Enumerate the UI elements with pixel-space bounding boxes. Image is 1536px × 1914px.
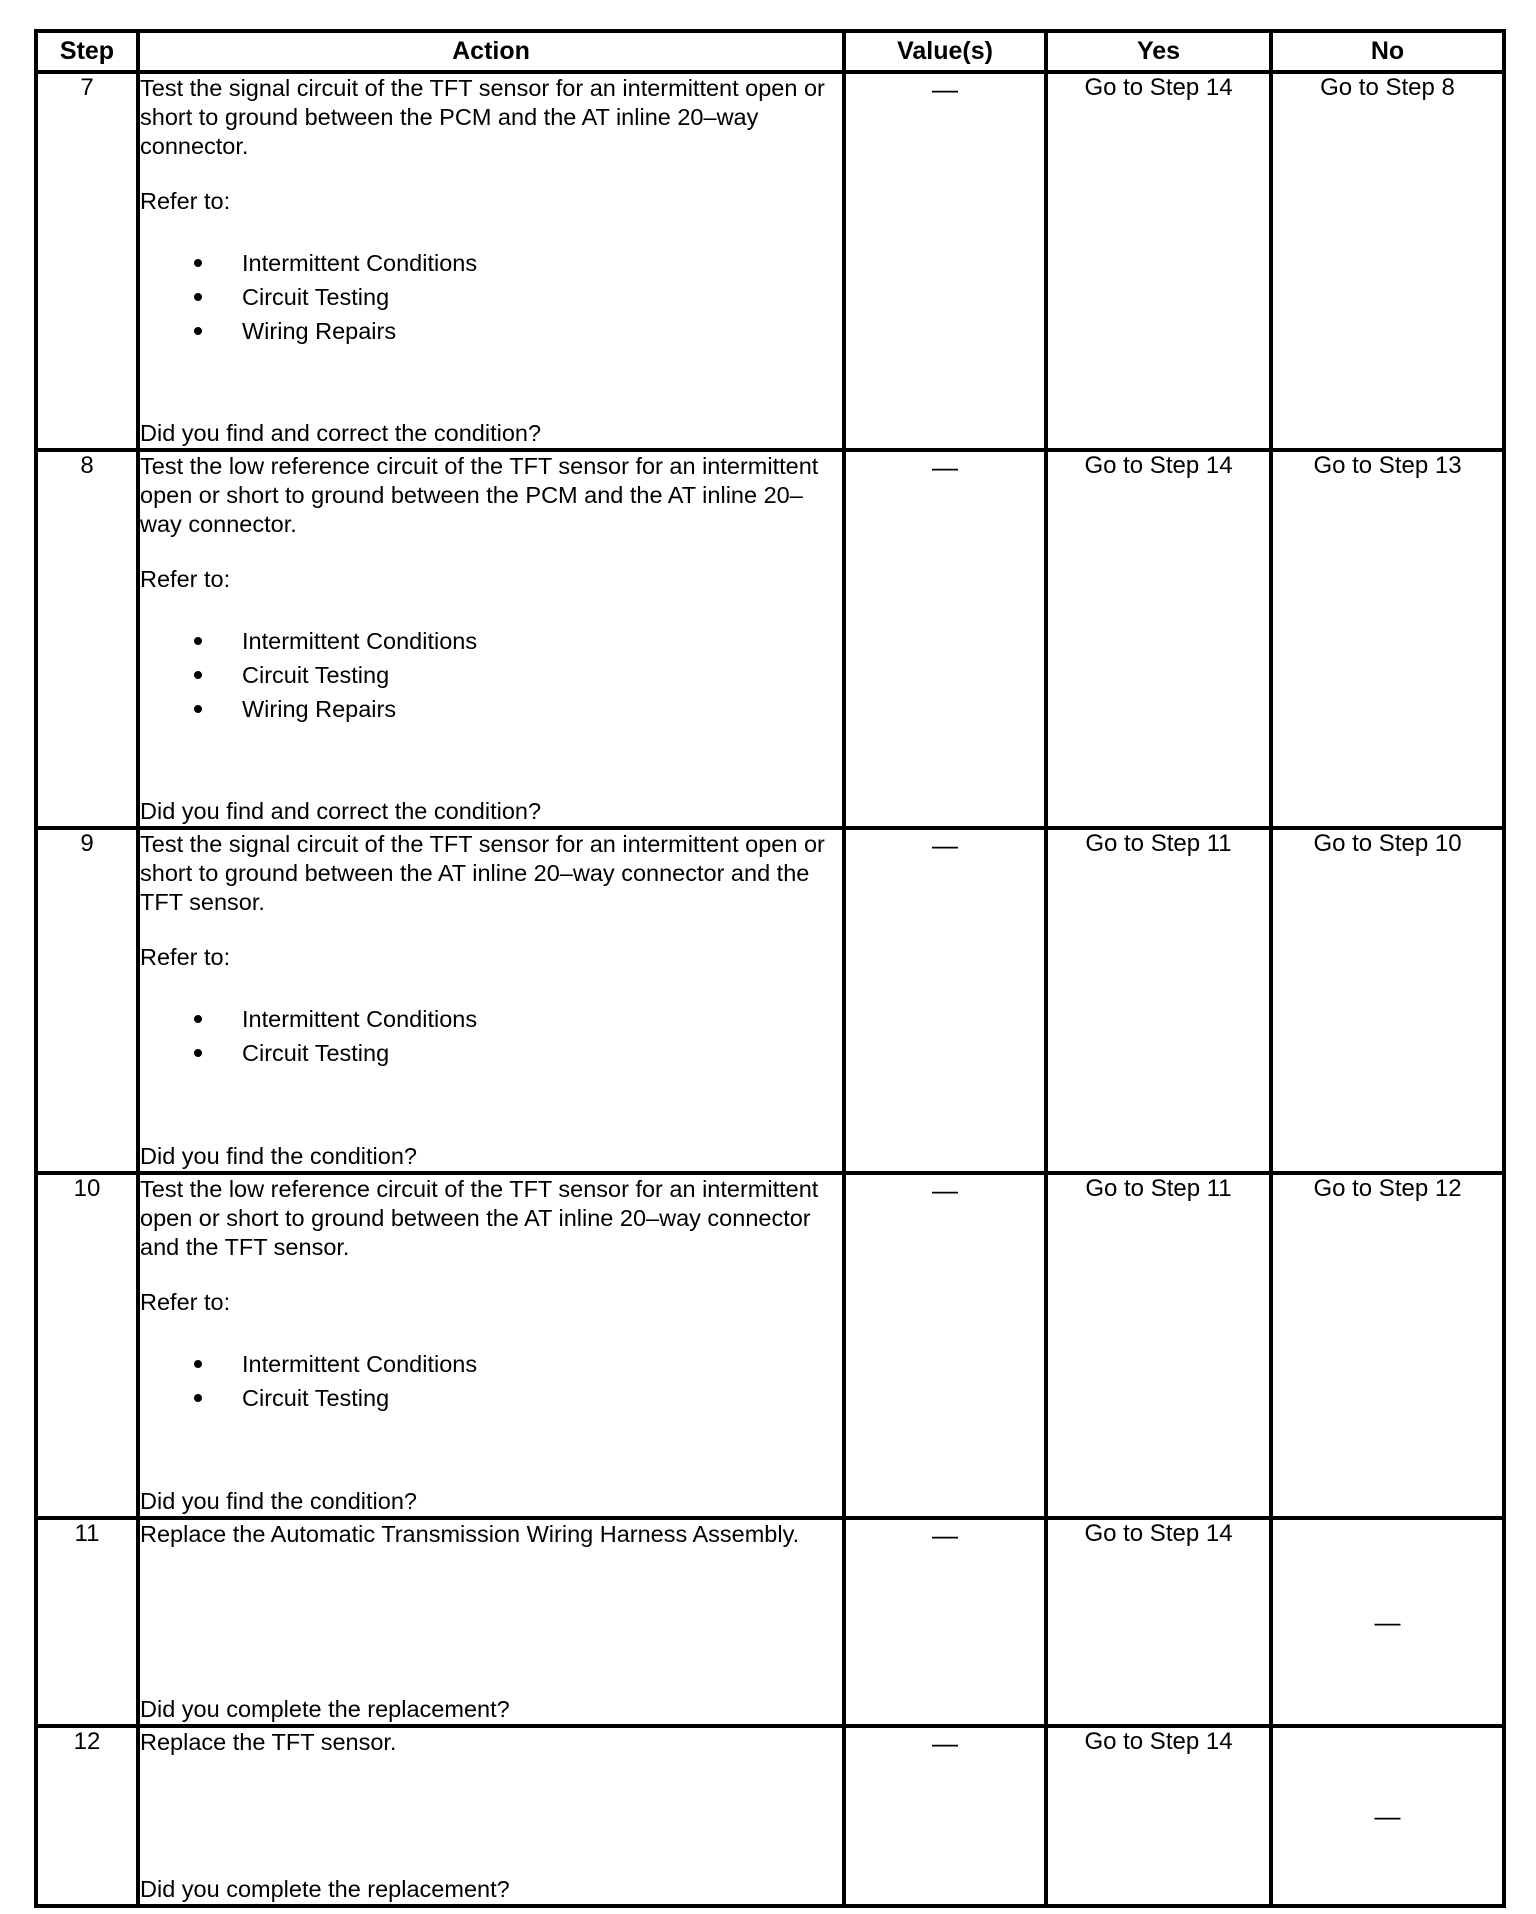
refer-label: Refer to: xyxy=(140,944,231,970)
table-row xyxy=(36,1726,1504,1906)
header-yes: Yes xyxy=(1046,31,1271,72)
yes-cell: Go to Step 14 xyxy=(1046,1518,1271,1726)
question-text: Did you find and correct the condition? xyxy=(140,798,542,824)
reference-list xyxy=(140,1002,842,1070)
header-no: No xyxy=(1271,31,1504,72)
reference-item: Wiring Repairs xyxy=(140,314,842,348)
action-text: Test the signal circuit of the TFT sensor for an intermittent open or short to ground between the AT inline 20–way connector and the TFT sensor. xyxy=(140,831,825,915)
table-row xyxy=(36,450,1504,828)
no-cell: Go to Step 10 xyxy=(1271,828,1504,1173)
question-text: Did you complete the replacement? xyxy=(140,1876,510,1902)
action-text: Test the low reference circuit of the TFT sensor for an intermittent open or short to ground between the AT inline 20–way connector and the TFT sensor. xyxy=(140,1176,819,1260)
value-cell: — xyxy=(844,72,1046,450)
yes-cell: Go to Step 14 xyxy=(1046,72,1271,450)
question-text: Did you find the condition? xyxy=(140,1143,417,1169)
header-row xyxy=(36,31,1504,72)
reference-item: Intermittent Conditions xyxy=(140,1347,842,1381)
step-number: 7 xyxy=(36,72,138,450)
table-row xyxy=(36,828,1504,1173)
reference-item: Circuit Testing xyxy=(140,1381,842,1415)
step-number: 11 xyxy=(36,1518,138,1726)
question-text: Did you find and correct the condition? xyxy=(140,420,542,446)
reference-item: Circuit Testing xyxy=(140,1036,842,1070)
action-cell xyxy=(138,72,844,450)
reference-item: Intermittent Conditions xyxy=(140,624,842,658)
reference-item: Circuit Testing xyxy=(140,658,842,692)
reference-item: Wiring Repairs xyxy=(140,692,842,726)
value-cell: — xyxy=(844,1518,1046,1726)
step-number: 9 xyxy=(36,828,138,1173)
value-cell: — xyxy=(844,828,1046,1173)
header-step: Step xyxy=(36,31,138,72)
header-action: Action xyxy=(138,31,844,72)
yes-cell: Go to Step 14 xyxy=(1046,1726,1271,1906)
table-row xyxy=(36,72,1504,450)
header-values: Value(s) xyxy=(844,31,1046,72)
reference-list xyxy=(140,1347,842,1415)
diagnostic-table xyxy=(34,29,1506,1908)
yes-cell: Go to Step 11 xyxy=(1046,828,1271,1173)
refer-label: Refer to: xyxy=(140,188,231,214)
reference-item: Circuit Testing xyxy=(140,280,842,314)
no-cell: Go to Step 12 xyxy=(1271,1173,1504,1518)
step-number: 12 xyxy=(36,1726,138,1906)
action-text: Test the signal circuit of the TFT sensor for an intermittent open or short to ground between the PCM and the AT inline 20–way connector. xyxy=(140,75,825,159)
refer-label: Refer to: xyxy=(140,1289,231,1315)
value-cell: — xyxy=(844,1173,1046,1518)
step-number: 8 xyxy=(36,450,138,828)
action-text: Replace the Automatic Transmission Wiring Harness Assembly. xyxy=(140,1521,800,1547)
question-text: Did you find the condition? xyxy=(140,1488,417,1514)
no-cell: Go to Step 13 xyxy=(1271,450,1504,828)
action-cell xyxy=(138,828,844,1173)
value-cell: — xyxy=(844,1726,1046,1906)
no-cell: — xyxy=(1271,1518,1504,1726)
action-text: Test the low reference circuit of the TFT sensor for an intermittent open or short to ground between the PCM and the AT inline 20–way connector. xyxy=(140,453,819,537)
reference-item: Intermittent Conditions xyxy=(140,246,842,280)
step-number: 10 xyxy=(36,1173,138,1518)
value-cell: — xyxy=(844,450,1046,828)
reference-item: Intermittent Conditions xyxy=(140,1002,842,1036)
table-row xyxy=(36,1518,1504,1726)
no-cell: Go to Step 8 xyxy=(1271,72,1504,450)
refer-label: Refer to: xyxy=(140,566,231,592)
action-cell xyxy=(138,1518,844,1726)
action-cell xyxy=(138,1726,844,1906)
question-text: Did you complete the replacement? xyxy=(140,1696,510,1722)
action-text: Replace the TFT sensor. xyxy=(140,1729,397,1755)
table-row xyxy=(36,1173,1504,1518)
reference-list xyxy=(140,246,842,348)
yes-cell: Go to Step 14 xyxy=(1046,450,1271,828)
no-cell: — xyxy=(1271,1726,1504,1906)
action-cell xyxy=(138,450,844,828)
reference-list xyxy=(140,624,842,726)
action-cell xyxy=(138,1173,844,1518)
yes-cell: Go to Step 11 xyxy=(1046,1173,1271,1518)
